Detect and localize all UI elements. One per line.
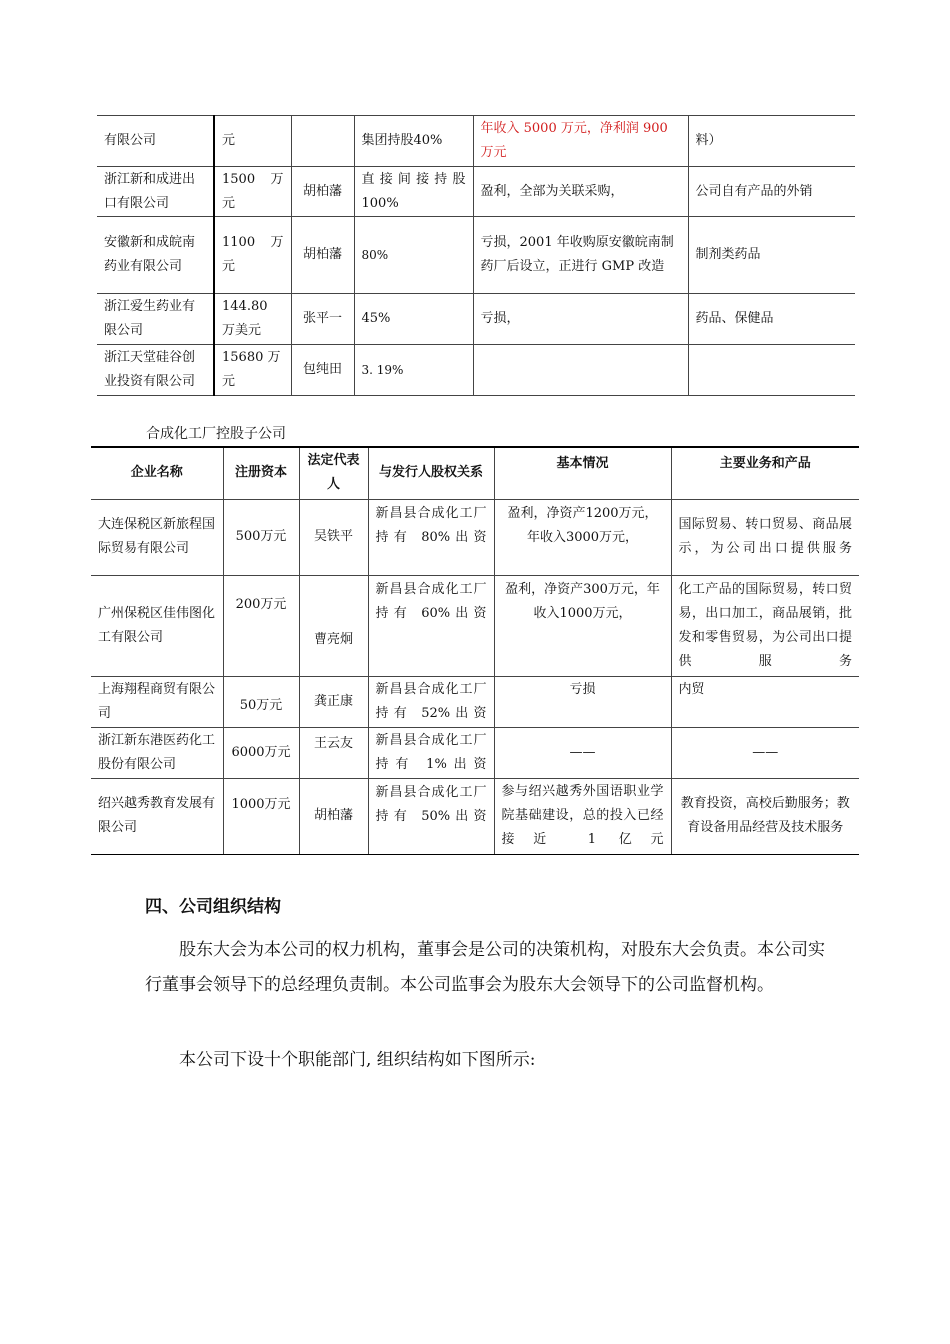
status-cell [473,345,688,396]
relation-cell: 直接间接持股100% [354,167,473,217]
header-relation: 与发行人股权关系 [368,447,494,499]
representative-cell: 胡柏藩 [291,167,354,217]
body-paragraph: 本公司下设十个职能部门, 组织结构如下图所示: [179,1050,536,1070]
status-cell: 盈利，全部为关联采购， [473,167,688,217]
representative-cell: 吴铁平 [299,499,368,575]
representative-cell: 胡柏藩 [291,217,354,294]
representative-cell: 胡柏藩 [299,778,368,854]
business-cell: 药品、保健品 [688,294,855,345]
table-header-row [91,447,859,499]
table-row [91,575,859,676]
table-row [97,345,855,396]
relation-cell: 集团持股40% [354,116,473,167]
company-name-cell: 浙江爱生药业有限公司 [97,294,214,345]
capital-cell: 200万元 [223,575,299,676]
company-name-cell: 绍兴越秀教育发展有限公司 [91,778,223,854]
relation-cell: 45% [354,294,473,345]
company-name-cell: 浙江天堂硅谷创业投资有限公司 [97,345,214,396]
capital-cell: 1000万元 [223,778,299,854]
table-row [97,116,855,167]
header-status: 基本情况 [494,447,671,499]
representative-cell [291,116,354,167]
business-cell: 国际贸易、转口贸易、商品展示，为公司出口提供服务 [671,499,859,575]
representative-cell: 张平一 [291,294,354,345]
table-row [91,778,859,854]
holding-subsidiaries-table [91,446,859,855]
status-cell: 盈利，净资产1200万元，年收入3000万元， [494,499,671,575]
business-cell: 公司自有产品的外销 [688,167,855,217]
business-cell: 内贸 [671,676,859,727]
capital-cell: 1100 万元 [214,217,291,294]
capital-cell: 元 [214,116,291,167]
capital-cell: 1500 万元 [214,167,291,217]
representative-cell: 王云友 [299,727,368,778]
company-name-cell: 广州保税区佳伟图化工有限公司 [91,575,223,676]
business-cell [688,345,855,396]
header-capital: 注册资本 [223,447,299,499]
company-name-cell: 有限公司 [97,116,214,167]
company-name-cell: 浙江新和成进出口有限公司 [97,167,214,217]
table-row [97,167,855,217]
capital-cell: 500万元 [223,499,299,575]
header-representative: 法定代表人 [299,447,368,499]
capital-cell: 6000万元 [223,727,299,778]
representative-cell: 包纯田 [291,345,354,396]
table-row [91,676,859,727]
header-company-name: 企业名称 [91,447,223,499]
business-cell: —— [671,727,859,778]
body-paragraph: 股东大会为本公司的权力机构，董事会是公司的决策机构，对股东大会负责。本公司实行董事会领导下的总经理负责制。本公司监事会为股东大会领导下的公司监督机构。 [145,940,825,995]
status-cell: 亏损 [494,676,671,727]
section-heading: 四、公司组织结构 [145,897,281,917]
table-row [91,727,859,778]
status-cell: 参与绍兴越秀外国语职业学院基础建设，总的投入已经接近 1 亿元 [494,778,671,854]
status-cell: 亏损，2001 年收购原安徽皖南制药厂后设立，正进行 GMP 改造 [473,217,688,294]
relation-cell: 新昌县合成化工厂持有 1%出资 [368,727,494,778]
subsidiary-table-continued [97,115,855,396]
table-row [97,294,855,345]
header-business: 主要业务和产品 [671,447,859,499]
status-cell: 盈利，净资产300万元，年收入1000万元， [494,575,671,676]
business-cell: 化工产品的国际贸易，转口贸易，出口加工，商品展销，批发和零售贸易，为公司出口提供服务 [671,575,859,676]
status-cell: 年收入 5000 万元，净利润 900 万元 [473,116,688,167]
status-cell: —— [494,727,671,778]
status-cell: 亏损， [473,294,688,345]
relation-cell: 80% [354,217,473,294]
representative-cell: 龚正康 [299,676,368,727]
table-row [97,217,855,294]
table-row [91,499,859,575]
relation-cell: 新昌县合成化工厂持有 50%出资 [368,778,494,854]
company-name-cell: 安徽新和成皖南药业有限公司 [97,217,214,294]
relation-cell: 新昌县合成化工厂持有 60%出资 [368,575,494,676]
capital-cell: 15680 万元 [214,345,291,396]
business-cell: 料） [688,116,855,167]
capital-cell: 144.80 万美元 [214,294,291,345]
business-cell: 制剂类药品 [688,217,855,294]
business-cell: 教育投资，高校后勤服务；教育设备用品经营及技术服务 [671,778,859,854]
relation-cell: 新昌县合成化工厂持有 52%出资 [368,676,494,727]
company-name-cell: 上海翔程商贸有限公司 [91,676,223,727]
relation-cell: 3. 19% [354,345,473,396]
capital-cell: 50万元 [223,676,299,727]
company-name-cell: 大连保税区新旅程国际贸易有限公司 [91,499,223,575]
company-name-cell: 浙江新东港医药化工股份有限公司 [91,727,223,778]
representative-cell: 曹亮炯 [299,575,368,676]
table-caption: 合成化工厂控股子公司 [146,426,286,442]
relation-cell: 新昌县合成化工厂持有 80%出资 [368,499,494,575]
